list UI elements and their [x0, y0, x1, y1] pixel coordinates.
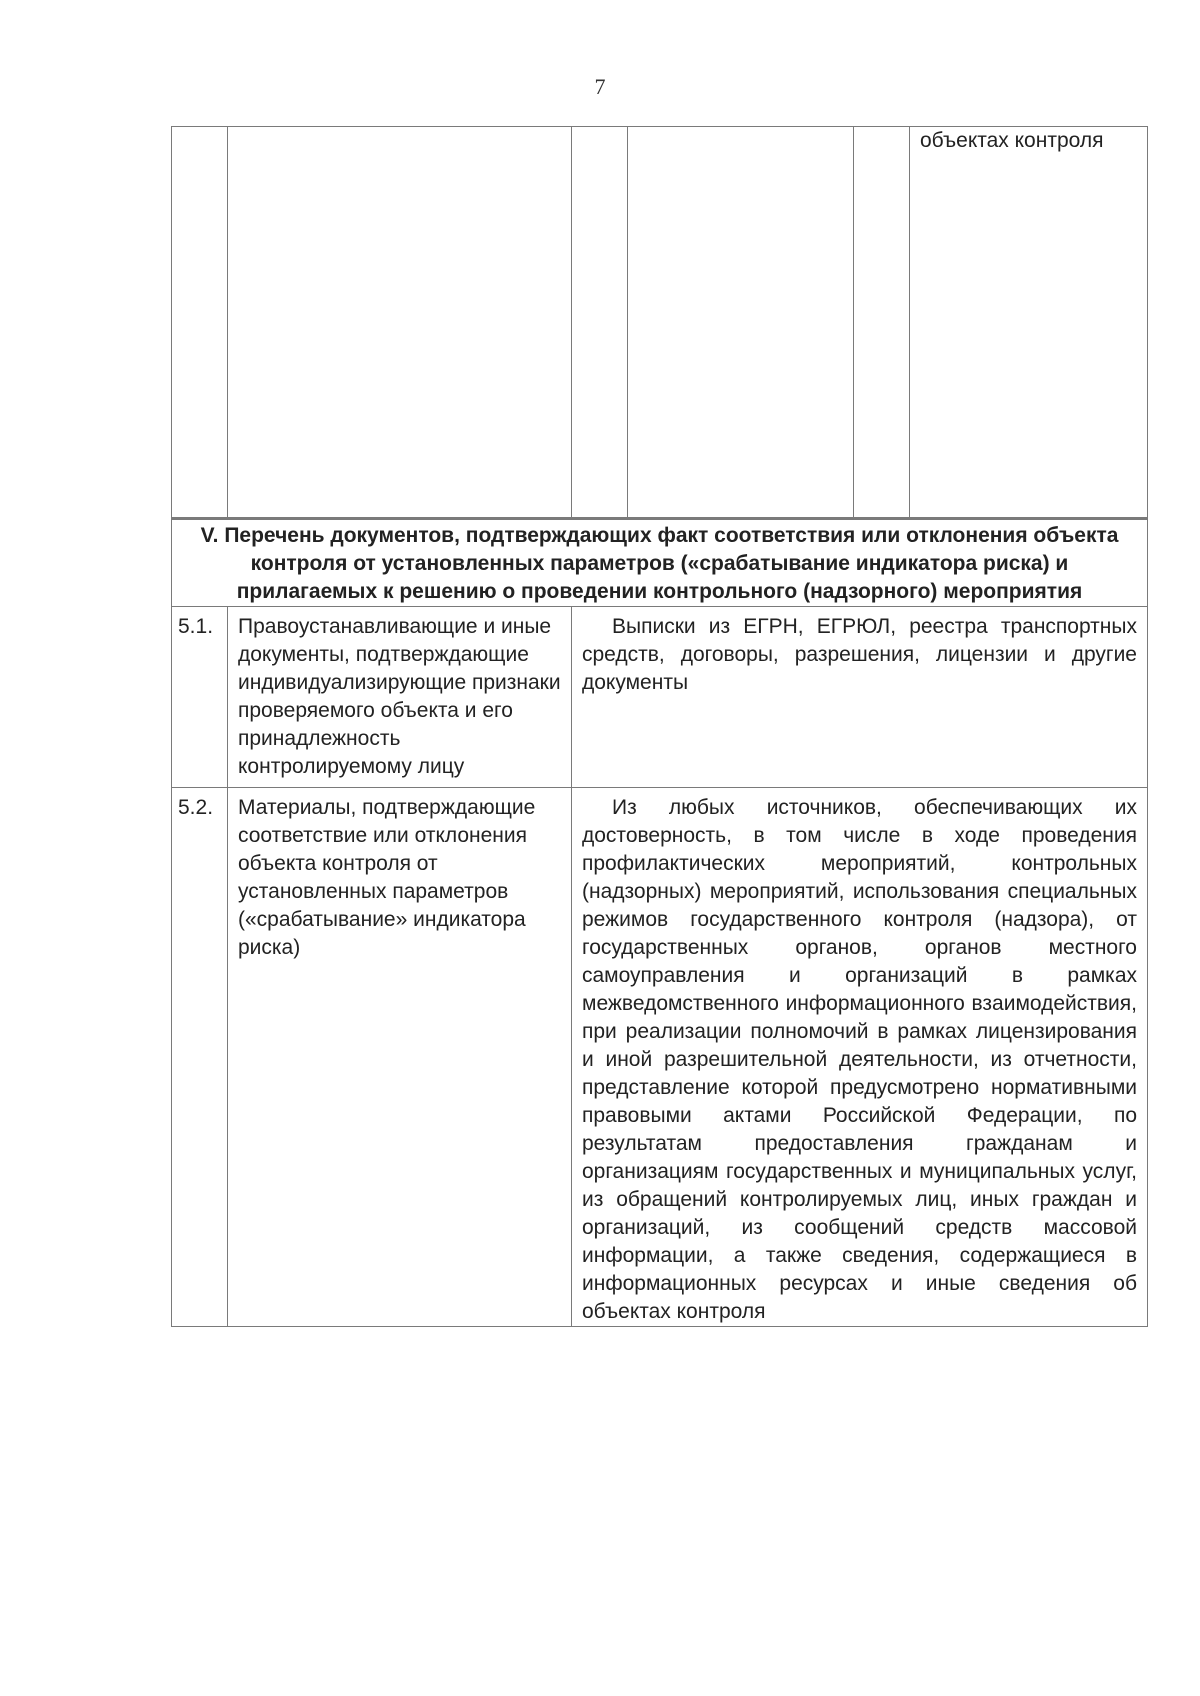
table-row — [172, 607, 1148, 788]
continuation-cell-name — [228, 127, 572, 519]
section-header-row — [172, 519, 1148, 607]
row-document-name: Правоустанавливающие и иные документы, подтверждающие индивидуализирующие признаки проверяемого объекта и его принадлежность контролируемому лицу — [228, 607, 572, 788]
row-document-name: Материалы, подтверждающие соответствие или отклонения объекта контроля от установленных параметров («срабатывание» индикатора риска) — [228, 788, 572, 1327]
row-number: 5.1. — [172, 607, 228, 788]
continuation-text: объектах контроля — [920, 129, 1104, 152]
page-number: 7 — [594, 74, 606, 99]
row-number: 5.2. — [172, 788, 228, 1327]
continuation-row — [172, 127, 1148, 519]
risk-indicator-table — [171, 126, 1148, 1327]
continuation-cell-6 — [910, 127, 1148, 519]
row-document-description: Выписки из ЕГРН, ЕГРЮЛ, реестра транспортных средств, договоры, разрешения, лицензии и другие документы — [572, 607, 1148, 788]
row-document-description: Из любых источников, обеспечивающих их достоверность, в том числе в ходе проведения профилактических мероприятий, контрольных (надзорных) мероприятий, использования специальных режимов государственного контроля (надзора), от государственных органов, органов местного самоуправления и организаций в рамках межведомственного информационного взаимодействия, при реализации полномочий в рамках лицензирования и иной разрешительной деятельности, из отчетности, представление которой предусмотрено нормативными правовыми актами Российской Федерации, по результатам предоставления гражданам и организациям государственных и муниципальных услуг, из обращений контролируемых лиц, иных граждан и организаций, из сообщений средств массовой информации, а также сведения, содержащиеся в информационных ресурсах и иные сведения об объектах контроля — [572, 788, 1148, 1327]
continuation-cell-number — [172, 127, 228, 519]
continuation-cell-3 — [572, 127, 628, 519]
continuation-cell-4 — [628, 127, 854, 519]
continuation-cell-5 — [854, 127, 910, 519]
table-row — [172, 788, 1148, 1327]
section-title: V. Перечень документов, подтверждающих факт соответствия или отклонения объекта контроля от установленных параметров («срабатывание индикатора риска) и прилагаемых к решению о проведении контрольного (надзорного) мероприятия — [172, 519, 1148, 607]
